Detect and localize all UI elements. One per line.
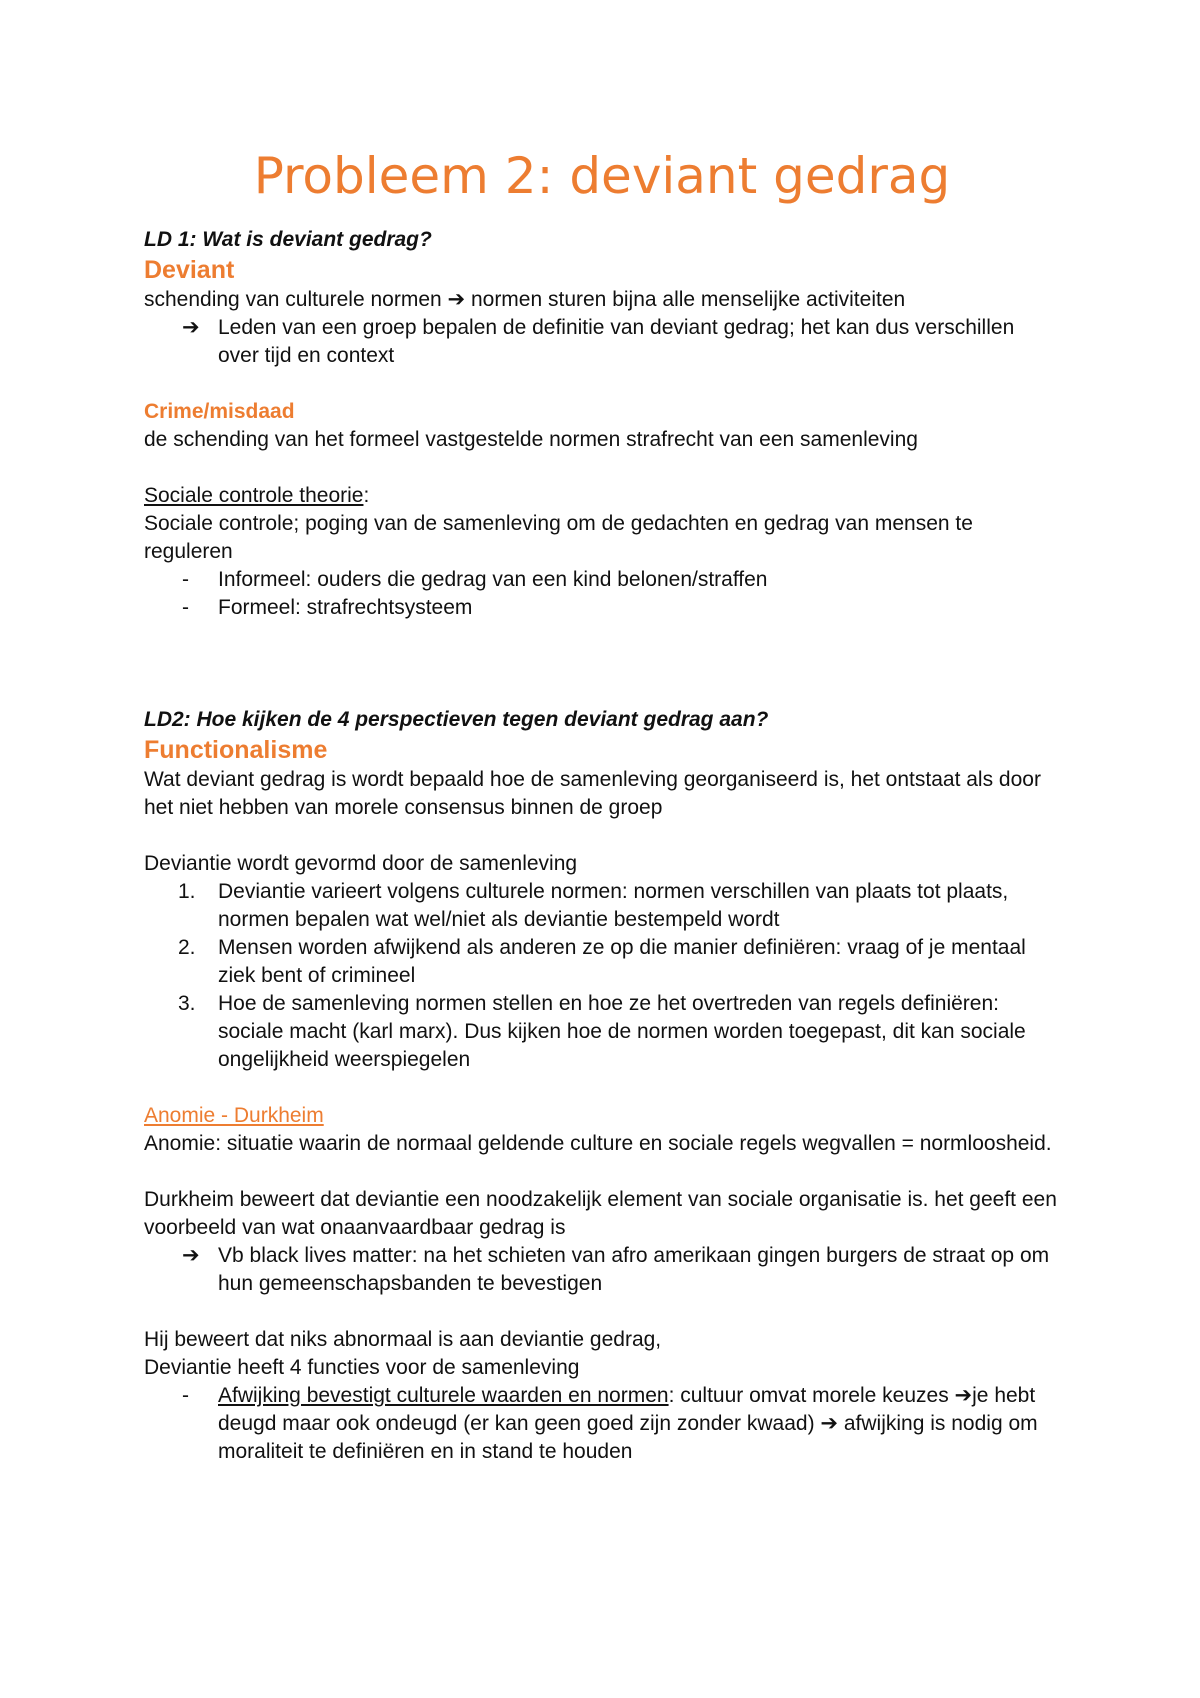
function-item-text: afwijking is nodig om moraliteit te definiëren en in stand te houden xyxy=(218,1412,1038,1463)
functions-line-2: Deviantie heeft 4 functies voor de samenleving xyxy=(144,1356,580,1379)
arrow-bullet-icon: ➔ xyxy=(182,316,200,339)
numbered-item-text: Mensen worden afwijkend als anderen ze op die manier definiëren: vraag of je mentaal ziek bent of crimineel xyxy=(218,936,1026,987)
function-item xyxy=(144,1382,1060,1466)
numbered-item xyxy=(144,934,1060,990)
ld2-question: LD2: Hoe kijken de 4 perspectieven tegen deviant gedrag aan? xyxy=(144,708,769,731)
function-item-underlined: Afwijking bevestigt culturele waarden en normen xyxy=(218,1384,669,1407)
deviant-definition-part: schending van culturele normen xyxy=(144,288,448,311)
dash-marker: - xyxy=(182,596,189,619)
list-item xyxy=(144,566,1060,594)
deviant-heading: Deviant xyxy=(144,256,235,284)
functionalism-text: Wat deviant gedrag is wordt bepaald hoe de samenleving georganiseerd is, het ontstaat als door het niet hebben van morele consensus binnen de groep xyxy=(144,768,1041,819)
deviant-bullet-text: Leden van een groep bepalen de definitie van deviant gedrag; het kan dus verschillen over tijd en context xyxy=(218,316,1015,367)
numbered-item-text: Deviantie varieert volgens culturele normen: normen verschillen van plaats tot plaats, normen bepalen wat wel/niet als deviantie bestempeld wordt xyxy=(218,880,1009,931)
numbered-item xyxy=(144,878,1060,934)
number-marker: 1. xyxy=(178,880,196,903)
control-heading xyxy=(144,482,1060,510)
numbered-item xyxy=(144,990,1060,1074)
durkheim-text: Durkheim beweert dat deviantie een noodzakelijk element van sociale organisatie is. het geeft een voorbeeld van wat onaanvaardbaar gedrag is xyxy=(144,1188,1057,1239)
function-item-text: : cultuur omvat morele keuzes xyxy=(668,1384,955,1407)
durkheim-bullet xyxy=(144,1242,1060,1298)
arrow-icon: ➔ xyxy=(447,288,466,311)
anomie-heading: Anomie - Durkheim xyxy=(144,1104,324,1127)
deviance-intro: Deviantie wordt gevormd door de samenleving xyxy=(144,852,578,875)
functions-line-1: Hij beweert dat niks abnormaal is aan deviantie gedrag, xyxy=(144,1328,662,1351)
list-item-text: Formeel: strafrechtsysteem xyxy=(218,596,473,619)
function-item-text: je hebt deugd maar ook ondeugd (er kan geen goed zijn zonder kwaad) xyxy=(218,1384,1036,1435)
crime-heading: Crime/misdaad xyxy=(144,400,295,423)
page-title: Probleem 2: deviant gedrag xyxy=(253,147,951,205)
crime-definition: de schending van het formeel vastgestelde normen strafrecht van een samenleving xyxy=(144,428,918,451)
arrow-icon: ➔ xyxy=(820,1412,839,1435)
control-definition: Sociale controle; poging van de samenleving om de gedachten en gedrag van mensen te reguleren xyxy=(144,512,973,563)
dash-marker: - xyxy=(182,1384,189,1407)
ld1-question: LD 1: Wat is deviant gedrag? xyxy=(144,228,432,251)
number-marker: 3. xyxy=(178,992,196,1015)
arrow-bullet-icon: ➔ xyxy=(182,1244,200,1267)
anomie-text: Anomie: situatie waarin de normaal geldende culture en sociale regels wegvallen = normloosheid. xyxy=(144,1132,1052,1155)
numbered-item-text: Hoe de samenleving normen stellen en hoe ze het overtreden van regels definiëren: sociale macht (karl marx). Dus kijken hoe de normen worden toegepast, dit kan sociale ongelijkheid weerspiegelen xyxy=(218,992,1026,1071)
list-item-text: Informeel: ouders die gedrag van een kind belonen/straffen xyxy=(218,568,768,591)
arrow-icon: ➔ xyxy=(954,1384,973,1407)
durkheim-bullet-text: Vb black lives matter: na het schieten van afro amerikaan gingen burgers de straat op om hun gemeenschapsbanden te bevestigen xyxy=(218,1244,1050,1295)
control-heading-text: Sociale controle theorie xyxy=(144,484,364,507)
number-marker: 2. xyxy=(178,936,196,959)
deviant-definition-part: normen sturen bijna alle menselijke activiteiten xyxy=(465,288,906,311)
functionalism-heading: Functionalisme xyxy=(144,736,328,764)
control-heading-suffix: : xyxy=(363,484,370,507)
list-item xyxy=(144,594,1060,622)
dash-marker: - xyxy=(182,568,189,591)
deviant-bullet xyxy=(144,314,1060,370)
deviant-definition xyxy=(144,286,1060,314)
